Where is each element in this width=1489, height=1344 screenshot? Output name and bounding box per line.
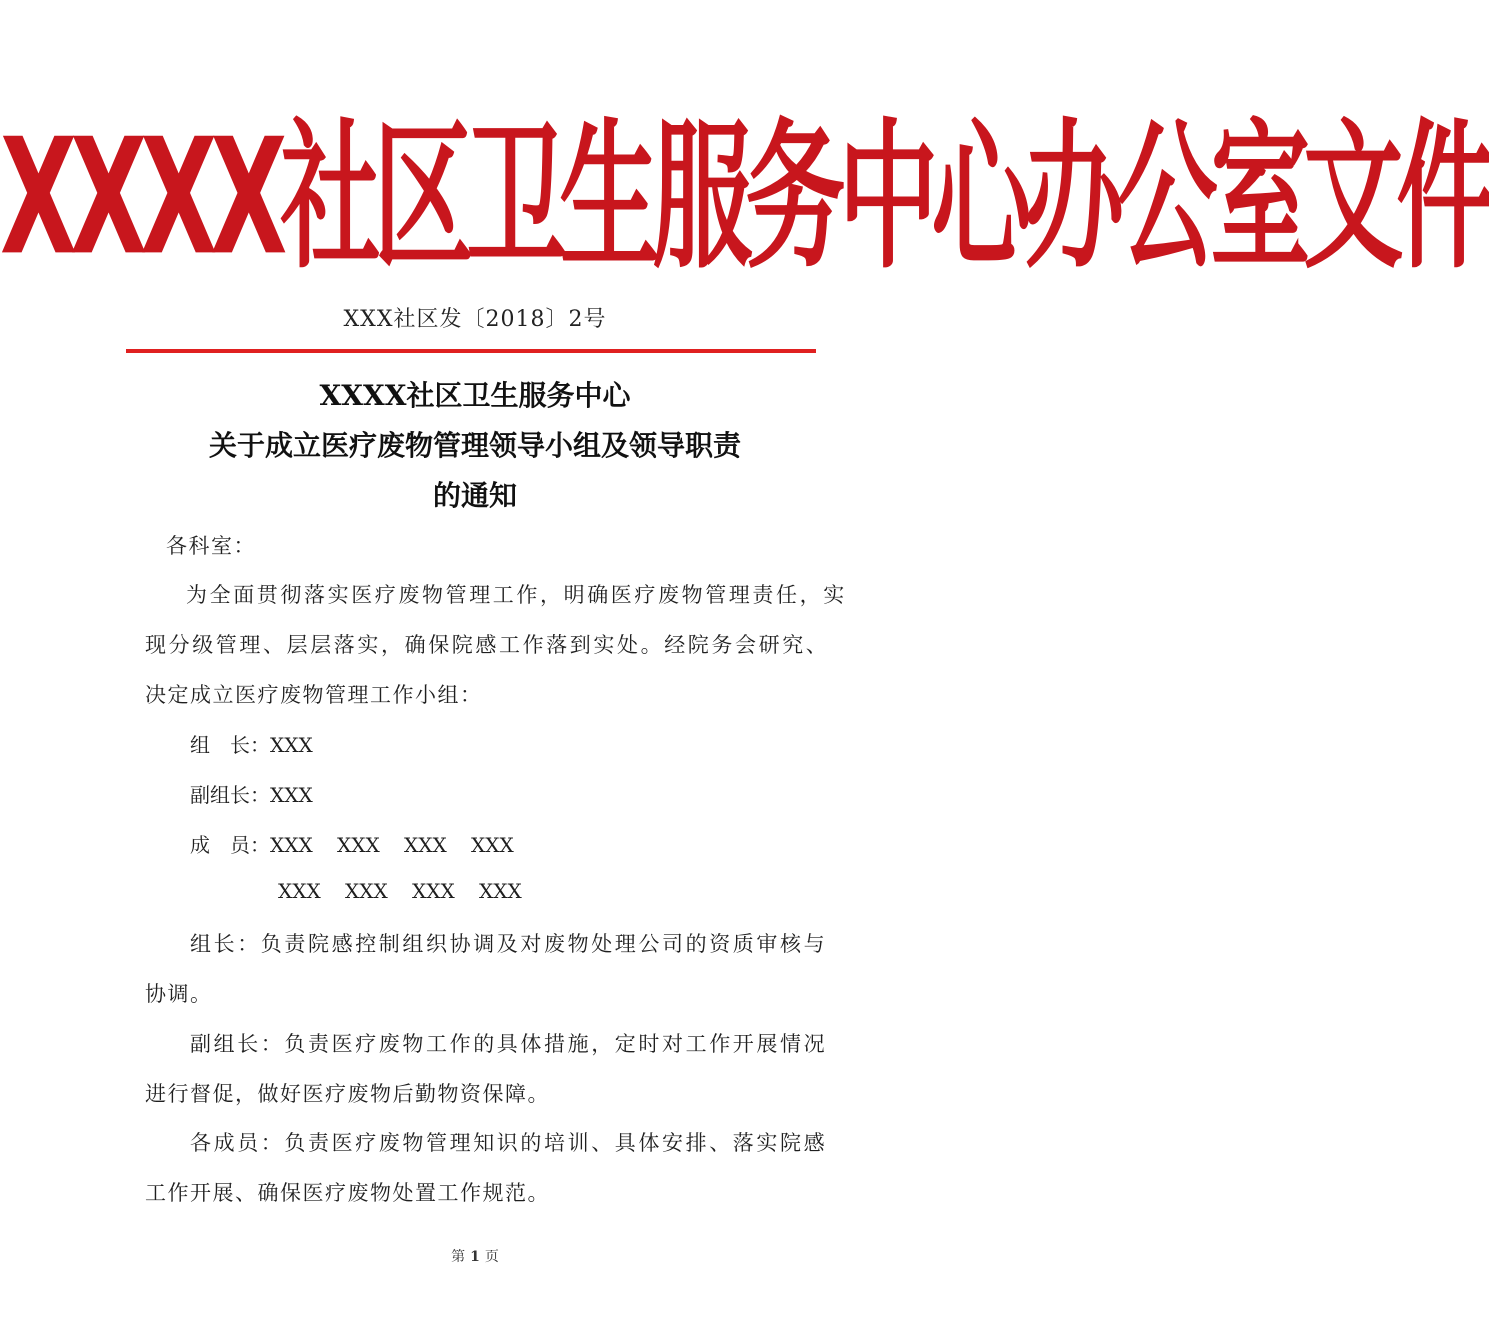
member-name: XXX (337, 833, 380, 857)
document-number: XXX社区发〔2018〕2号 (343, 307, 607, 332)
member-name: XXX (345, 879, 388, 903)
members-row (190, 829, 538, 858)
intro-line: 现分级管理、层层落实，确保院感工作落到实处。经院务会研究、 (145, 633, 830, 657)
salutation: 各科室： (166, 534, 256, 558)
member-name: XXX (412, 879, 455, 903)
member-name: XXX (270, 833, 313, 857)
members-row (278, 879, 546, 903)
document-banner: XXXX社区卫生服务中心办公室文件 (0, 103, 1489, 291)
title-line-3: 的通知 (432, 479, 517, 512)
deputy-row (190, 779, 313, 808)
duty-members-line: 各成员：负责医疗废物管理知识的培训、具体安排、落实院感 (190, 1131, 828, 1155)
duty-leader-line: 协调。 (145, 982, 213, 1006)
members-label: 成 员： (190, 833, 270, 857)
member-name: XXX (404, 833, 447, 857)
title-line-2: 关于成立医疗废物管理领导小组及领导职责 (208, 429, 741, 462)
duty-deputy-line: 副组长：负责医疗废物工作的具体措施，定时对工作开展情况 (190, 1032, 828, 1056)
member-name: XXX (479, 879, 522, 903)
page-footer (0, 1246, 950, 1266)
member-name: XXX (471, 833, 514, 857)
intro-line: 为全面贯彻落实医疗废物管理工作，明确医疗废物管理责任，实 (186, 583, 847, 607)
page-number: 1 (470, 1249, 480, 1265)
deputy-label: 副组长： (190, 783, 270, 807)
footer-suffix: 页 (484, 1249, 499, 1265)
member-name: XXX (278, 879, 321, 903)
intro-line: 决定成立医疗废物管理工作小组： (145, 683, 483, 707)
leader-row (190, 729, 313, 758)
leader-label: 组 长： (190, 733, 270, 757)
leader-name: XXX (270, 733, 313, 757)
red-divider (126, 349, 816, 353)
title-line-1: XXXX社区卫生服务中心 (319, 379, 631, 412)
duty-members-line: 工作开展、确保医疗废物处置工作规范。 (145, 1181, 550, 1205)
duty-leader-line: 组长：负责院感控制组织协调及对废物处理公司的资质审核与 (190, 932, 828, 956)
duty-deputy-line: 进行督促，做好医疗废物后勤物资保障。 (145, 1082, 550, 1106)
footer-prefix: 第 (451, 1249, 466, 1265)
deputy-name: XXX (270, 783, 313, 807)
